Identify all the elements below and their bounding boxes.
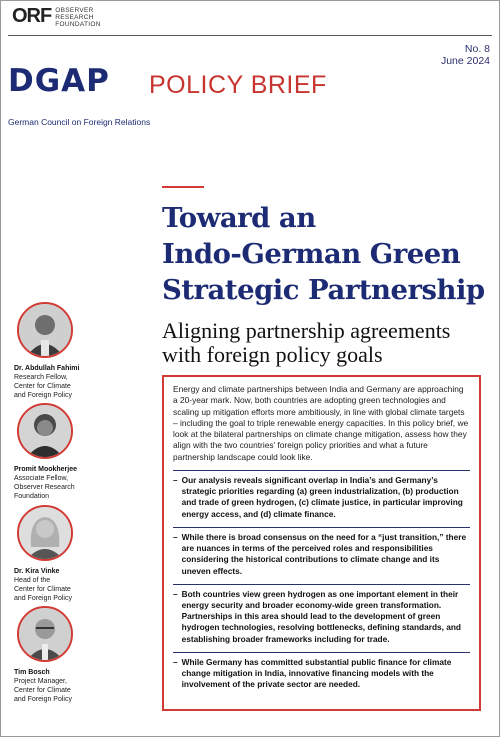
orf-logo-text: ORF — [12, 5, 52, 27]
author-role-line: and Foreign Policy — [14, 696, 72, 703]
author-role-line: and Foreign Policy — [14, 595, 72, 602]
author-role-line: and Foreign Policy — [14, 392, 72, 399]
key-point — [173, 584, 470, 645]
bullet-dash: – — [173, 656, 178, 667]
avatar — [17, 505, 73, 561]
orf-subtitle-line: FOUNDATION — [55, 20, 101, 28]
key-point-text: While there is broad consensus on the need for a “just transition,” there are nuances in terms of the perceived roles and responsibilities considering the historical contributions to climate change and its uneven effects. — [181, 531, 467, 576]
author-role-line: Research Fellow, — [14, 374, 68, 381]
author-role — [14, 576, 154, 603]
author-role — [14, 373, 154, 400]
author-role-line: Head of the — [14, 577, 51, 584]
title-line: Strategic Partnership — [162, 274, 485, 306]
author-role — [14, 474, 154, 501]
author-card — [14, 403, 154, 501]
author-name: Dr. Kira Vinke — [14, 568, 60, 575]
issue-info — [441, 43, 490, 67]
bullet-dash: – — [173, 588, 178, 599]
author-role-line: Center for Climate — [14, 687, 71, 694]
orf-subtitle-line: OBSERVER — [55, 7, 94, 14]
author-name: Tim Bosch — [14, 669, 50, 676]
author-role — [14, 677, 154, 704]
author-name: Dr. Abdullah Fahimi — [14, 365, 80, 372]
key-point-text: Our analysis reveals significant overlap in India’s and Germany’s strategic priorities regarding (a) green industrialization, (b) production and trade of green hydrogen, (c) climate justice, in particular improving energy access, and (d) climate finance. — [181, 475, 463, 519]
page-title — [162, 200, 492, 308]
key-point — [173, 527, 470, 577]
author-role-line: Foundation — [14, 493, 50, 500]
author-role-line: Center for Climate — [14, 586, 71, 593]
dgap-logo: DGAP — [8, 63, 110, 99]
title-line: Toward an — [162, 202, 316, 234]
header-rule — [8, 35, 492, 36]
author-role-line: Center for Climate — [14, 383, 71, 390]
page-subtitle — [162, 319, 496, 367]
subtitle-line: Aligning partnership agreements — [162, 318, 451, 343]
issue-number: No. 8 — [464, 43, 490, 55]
key-point — [173, 652, 470, 691]
subtitle-line: with foreign policy goals — [162, 342, 383, 367]
title-accent-rule — [162, 186, 204, 188]
author-card — [14, 505, 154, 603]
avatar — [17, 302, 73, 358]
bullet-dash: – — [173, 531, 178, 542]
title-line: Indo-German Green — [162, 238, 461, 270]
key-point-text: While Germany has committed substantial public finance for climate change mitigation in India, innovative financing models with the involvement of the private sector are needed. — [181, 656, 452, 690]
author-role-line: Associate Fellow, — [14, 475, 69, 482]
series-title: POLICY BRIEF — [149, 71, 327, 99]
key-point-text: Both countries view green hydrogen as one important element in their energy security and broader economy-wide green transformation. Partnerships in this area should lead to the development of green hydrogen technologies, resolving bottlenecks, defining standards, and establishing broader frameworks including for trade. — [181, 588, 461, 644]
organization-name: German Council on Foreign Relations — [8, 117, 151, 127]
author-role-line: Observer Research — [14, 484, 75, 491]
avatar — [17, 403, 73, 459]
author-name: Promit Mookherjee — [14, 466, 78, 473]
bullet-dash: – — [173, 475, 178, 486]
author-card — [14, 606, 154, 704]
orf-logo — [12, 6, 101, 28]
orf-subtitle-line: RESEARCH — [55, 13, 94, 21]
author-card — [14, 302, 154, 400]
orf-logo-subtitle — [55, 6, 101, 28]
key-point — [173, 470, 470, 520]
summary-intro: Energy and climate partnerships between India and Germany are approaching a 20-year mark. Now, both countries are adopting green technologies and scaling up mitigation efforts more ambitiously, in line with global climate targets – including the goal to triple renewable energy capacities. In this policy brief, we look at the bilateral partnerships on climate change mitigation, assess how they align with the two countries’ foreign policy priorities and what a future partnership landscape could look like. — [173, 384, 469, 462]
avatar — [17, 606, 73, 662]
issue-date: June 2024 — [440, 55, 490, 67]
summary-box — [162, 375, 481, 711]
orf-logo-mark — [12, 6, 51, 26]
author-role-line: Project Manager, — [14, 678, 67, 685]
